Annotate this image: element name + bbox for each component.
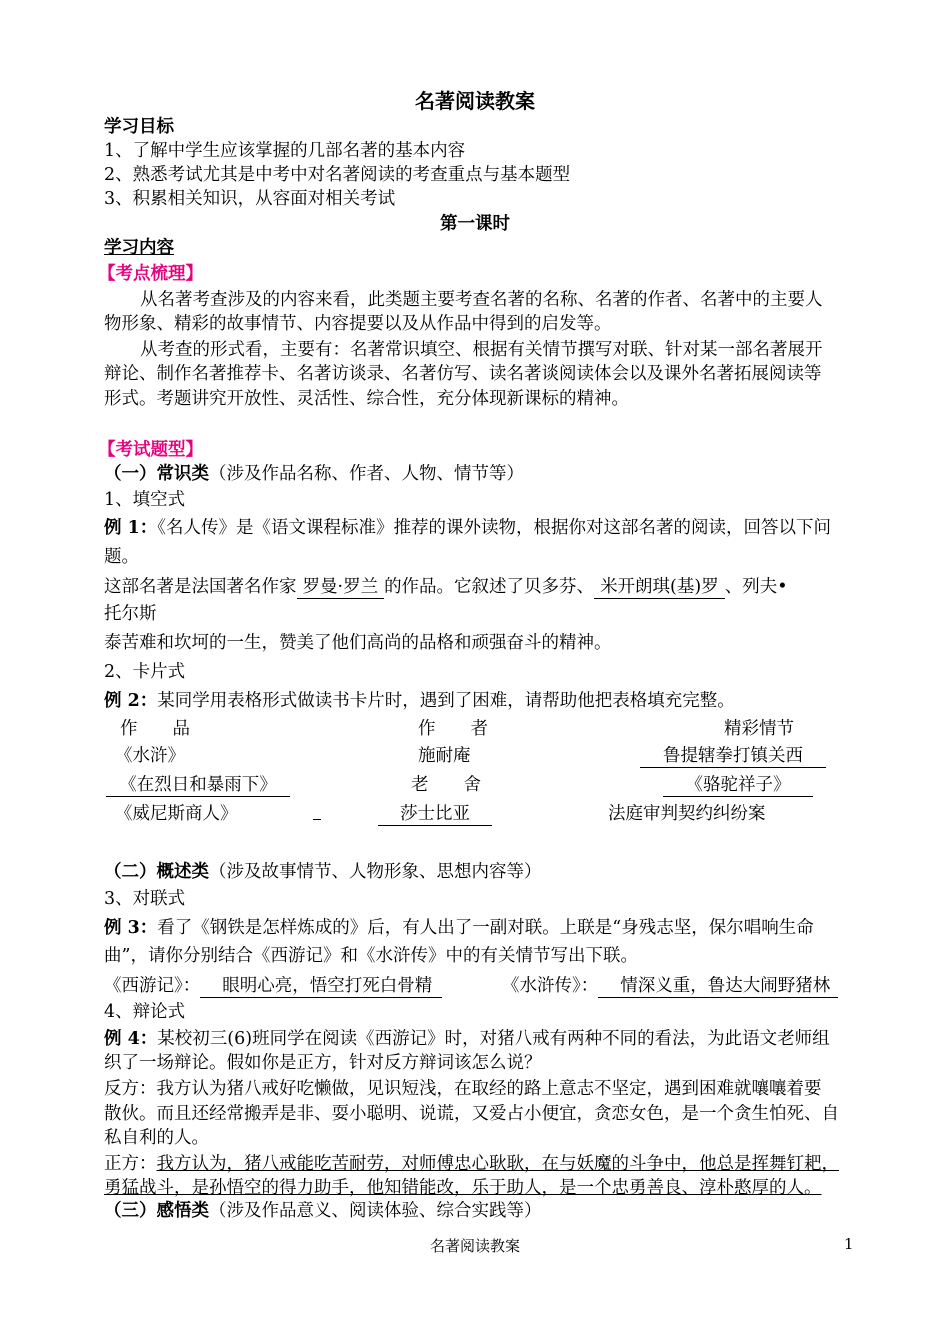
table-header-work: 作 品 xyxy=(120,719,190,739)
answer-blank-artist: 米开朗琪(基)罗 xyxy=(594,576,725,599)
example-text: 《名人传》是《语文课程标准》推荐的课外读物，根据你对这部名著的阅读，回答以下问 xyxy=(157,518,832,538)
section-title: （三）感悟类 xyxy=(104,1201,209,1221)
example-line: 泰苦难和坎坷的一生，赞美了他们高尚的品格和顽强奋斗的精神。 xyxy=(104,633,612,653)
table-header-plot: 精彩情节 xyxy=(724,719,794,739)
section-heading xyxy=(104,1200,542,1222)
debate-label: 正方： xyxy=(104,1154,157,1174)
table-header-author: 作 者 xyxy=(418,719,488,739)
debate-line: 散伙。而且还经常搬弄是非、耍小聪明、说谎，又爱占小便宜，贪恋女色，是一个贪生怕死、自 xyxy=(104,1104,839,1124)
table-cell: 老 舍 xyxy=(411,775,481,795)
example-line xyxy=(104,517,831,539)
fill-text: 、列夫• xyxy=(724,577,788,597)
fill-text: 这部名著是法国著名作家 xyxy=(104,577,297,597)
example-line xyxy=(104,690,735,712)
example-line xyxy=(104,917,814,939)
paragraph-line: 物形象、精彩的故事情节、内容提要以及从作品中得到的启发等。 xyxy=(104,314,612,334)
type-heading: 3、对联式 xyxy=(104,889,186,909)
section-heading xyxy=(104,463,524,485)
table-answer-cell: 《在烈日和暴雨下》 xyxy=(106,774,290,797)
example-line xyxy=(104,1028,830,1050)
paragraph-line: 形式。考题讲究开放性、灵活性、综合性，充分体现新课标的精神。 xyxy=(104,389,629,409)
example-line: 托尔斯 xyxy=(104,604,157,624)
debate-answer-line xyxy=(104,1153,839,1175)
table-cell: 法庭审判契约纠纷案 xyxy=(608,804,766,824)
lesson-heading: 第一课时 xyxy=(440,214,510,234)
goal-item: 2、熟悉考试尤其是中考中对名著阅读的考查重点与基本题型 xyxy=(104,165,571,185)
couplet-answer: 情深义重，鲁达大闹野猪林 xyxy=(598,975,838,998)
couplet-line xyxy=(502,975,838,998)
section-note: （涉及作品意义、阅读体验、综合实践等） xyxy=(209,1201,542,1221)
table-answer-cell: 《骆驼祥子》 xyxy=(663,774,813,797)
example-label: 例 1： xyxy=(104,518,158,538)
couplet-line xyxy=(104,975,442,998)
example-text: 某校初三(6)班同学在阅读《西游记》时，对猪八戒有两种不同的看法，为此语文老师组 xyxy=(157,1029,830,1049)
couplet-label: 《西游记》： xyxy=(104,976,201,996)
table-answer-cell: 鲁提辖拳打镇关西 xyxy=(640,745,826,768)
type-heading: 4、辩论式 xyxy=(104,1002,186,1022)
table-cell: 《威尼斯商人》 xyxy=(115,804,238,824)
debate-answer: 勇猛战斗，是孙悟空的得力助手，他知错能改，乐于助人，是一个忠勇善良、淳朴憨厚的人。 xyxy=(104,1178,822,1198)
example-text: 某同学用表格形式做读书卡片时，遇到了困难，请帮助他把表格填充完整。 xyxy=(157,691,735,711)
section-title: （二）概述类 xyxy=(104,862,209,882)
example-line: 织了一场辩论。假如你是正方，针对反方辩词该怎么说？ xyxy=(104,1053,542,1073)
example-label: 例 3： xyxy=(104,918,158,938)
debate-line: 反方：我方认为猪八戒好吃懒做，见识短浅，在取经的路上意志不坚定，遇到困难就嚷嚷着要 xyxy=(104,1079,822,1099)
debate-line: 私自利的人。 xyxy=(104,1128,209,1148)
blank-line xyxy=(313,819,321,820)
answer-blank-author: 罗曼·罗兰 xyxy=(297,576,385,599)
type-heading: 2、卡片式 xyxy=(104,662,186,682)
paragraph-line: 从考查的形式看，主要有：名著常识填空、根据有关情节撰写对联、针对某一部名著展开 xyxy=(140,340,823,360)
example-line: 题。 xyxy=(104,547,139,567)
debate-answer: 我方认为，猪八戒能吃苦耐劳，对师傅忠心耿耿，在与妖魔的斗争中，他总是挥舞钉耙， xyxy=(156,1154,839,1174)
table-cell: 施耐庵 xyxy=(418,746,471,766)
example-label: 例 2： xyxy=(104,691,158,711)
types-label: 【考试题型】 xyxy=(98,440,203,460)
content-heading: 学习内容 xyxy=(104,238,174,258)
type-heading: 1、填空式 xyxy=(104,490,186,510)
section-note: （涉及故事情节、人物形象、思想内容等） xyxy=(209,862,542,882)
example-label: 例 4： xyxy=(104,1029,158,1049)
paragraph-line: 从名著考查涉及的内容来看，此类题主要考查名著的名称、名著的作者、名著中的主要人 xyxy=(140,290,823,310)
page-footer: 名著阅读教案 xyxy=(429,1237,520,1255)
section-title: （一）常识类 xyxy=(104,464,209,484)
example-line: 曲”，请你分别结合《西游记》和《水浒传》中的有关情节写出下联。 xyxy=(104,946,638,966)
goals-heading: 学习目标 xyxy=(104,117,174,137)
page-title: 名著阅读教案 xyxy=(415,89,535,113)
paragraph-line: 辩论、制作名著推荐卡、名著访谈录、名著仿写、读名著谈阅读体会以及课外名著拓展阅读等 xyxy=(104,364,822,384)
page-number: 1 xyxy=(844,1235,854,1253)
section-heading xyxy=(104,861,542,883)
points-label: 【考点梳理】 xyxy=(98,264,203,284)
fill-text: 的作品。它叙述了贝多芬、 xyxy=(384,577,595,597)
goal-item: 1、了解中学生应该掌握的几部名著的基本内容 xyxy=(104,141,466,161)
couplet-label: 《水浒传》： xyxy=(502,976,599,996)
fill-in-line xyxy=(104,576,788,599)
example-text: 看了《钢铁是怎样炼成的》后，有人出了一副对联。上联是“身残志坚，保尔唱响生命 xyxy=(157,918,814,938)
table-answer-cell: 莎士比亚 xyxy=(378,803,492,826)
section-note: （涉及作品名称、作者、人物、情节等） xyxy=(209,464,524,484)
goal-item: 3、积累相关知识，从容面对相关考试 xyxy=(104,189,396,209)
couplet-answer: 眼明心亮，悟空打死白骨精 xyxy=(200,975,442,998)
table-cell: 《水浒》 xyxy=(115,746,185,766)
